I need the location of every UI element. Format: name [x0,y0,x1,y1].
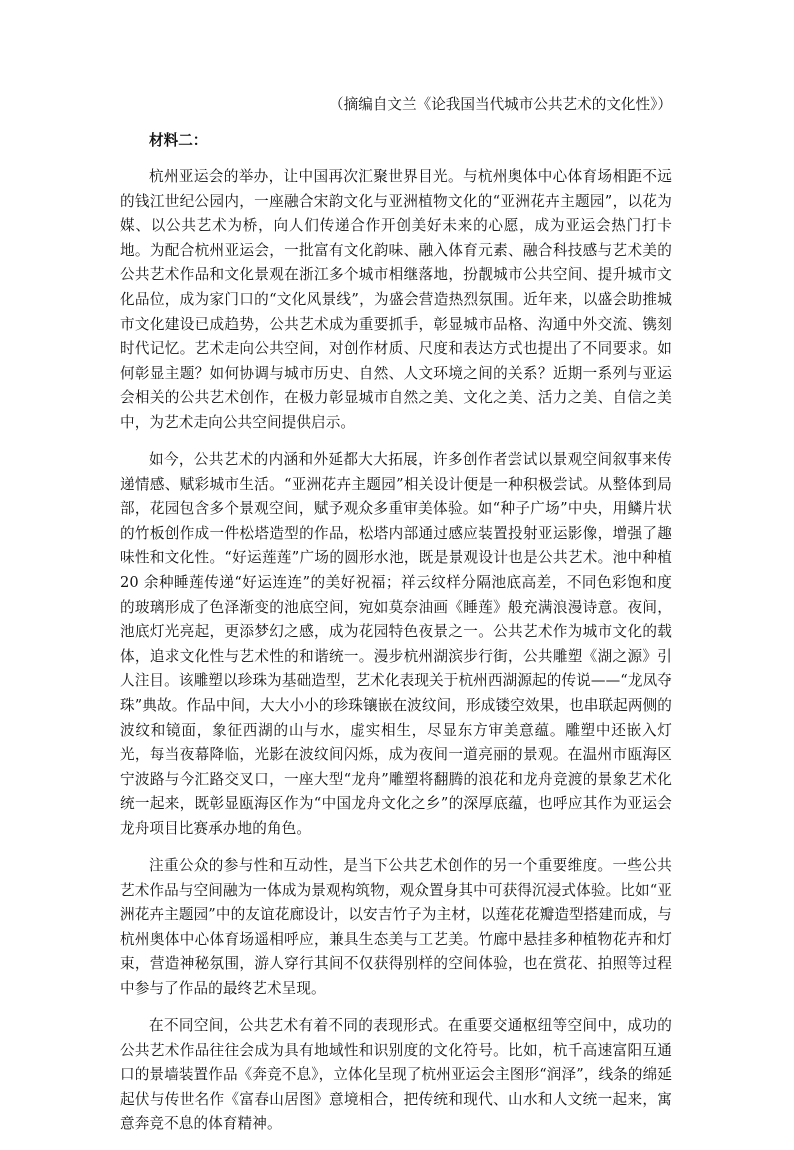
paragraph-4: 在不同空间，公共艺术有着不同的表现形式。在重要交通枢纽等空间中，成功的公共艺术作品往往会成为具有地域性和识别度的文化符号。比如，杭千高速富阳互通口的景墙装置作品《奔竞不息》，立体化呈现了杭州亚运会主图形“润泽”，线条的绵延起伏与传世名作《富春山居图》意境相合，把传统和现代、山水和人文统一起来，寓意奔竞不息的体育精神。 [120,1017,672,1133]
paragraph-1: 杭州亚运会的举办，让中国再次汇聚世界目光。与杭州奥体中心体育场相距不远的钱江世纪公园内，一座融合宋韵文化与亚洲植物文化的“亚洲花卉主题园”，以花为媒、以公共艺术为桥，向人们传递合作开创美好未来的心愿，成为亚运会热门打卡地。为配合杭州亚运会，一批富有文化韵味、融入体育元素、融合科技感与艺术美的公共艺术作品和文化景观在浙江多个城市相继落地，扮靓城市公共空间、提升城市文化品位，成为家门口的“文化风景线”，为盛会营造热烈氛围。近年来，以盛会助推城市文化建设已成趋势，公共艺术成为重要抓手，彰显城市品格、沟通中外交流、镌刻时代记忆。艺术走向公共空间，对创作材质、尺度和表达方式也提出了不同要求。如何彰显主题？如何协调与城市历史、自然、人文环境之间的关系？近期一系列与亚运会相关的公共艺术创作，在极力彰显城市自然之美、文化之美、活力之美、自信之美中，为艺术走向公共空间提供启示。 [120,168,672,431]
paragraph-2: 如今，公共艺术的内涵和外延都大大拓展，许多创作者尝试以景观空间叙事来传递情感、赋彩城市生活。“亚洲花卉主题园”相关设计便是一种积极尝试。从整体到局部，花园包含多个景观空间，赋予观众多重审美体验。如“种子广场”中央，用鳞片状的竹板创作成一件松塔造型的作品，松塔内部通过感应装置投射亚运影像，增强了趣味性和文化性。“好运莲莲”广场的圆形水池，既是景观设计也是公共艺术。池中种植 20 余种睡莲传递“好运连连”的美好祝福；祥云纹样分隔池底高差，不同色彩饱和度的玻璃形成了色泽渐变的池底空间，宛如莫奈油画《睡莲》般充满浪漫诗意。夜间，池底灯光亮起，更添梦幻之感，成为花园特色夜景之一。公共艺术作为城市文化的载体，追求文化性与艺术性的和谐统一。漫步杭州湖滨步行街，公共雕塑《湖之源》引人注目。该雕塑以珍珠为基础造型，艺术化表现关于杭州西湖源起的传说——“龙凤夺珠”典故。作品中间，大大小小的珍珠镶嵌在波纹间，形成镂空效果，也串联起两侧的波纹和镜面，象征西湖的山与水，虚实相生，尽显东方审美意蕴。雕塑中还嵌入灯光，每当夜幕降临，光影在波纹间闪烁，成为夜间一道亮丽的景观。在温州市瓯海区宁波路与今汇路交叉口，一座大型“龙舟”雕塑将翻腾的浪花和龙舟竞渡的景象艺术化统一起来，既彰显瓯海区作为“中国龙舟文化之乡”的深厚底蕴，也呼应其作为亚运会龙舟项目比赛承办地的角色。 [120,451,672,837]
source-citation: （摘编自文兰《论我国当代城市公共艺术的文化性》） [329,96,672,113]
section-title: 材料二： [149,132,208,149]
paragraph-3: 注重公众的参与性和互动性，是当下公共艺术创作的另一个重要维度。一些公共艺术作品与空间融为一体成为景观构筑物，观众置身其中可获得沉浸式体验。比如“亚洲花卉主题园”中的友谊花廊设计，以安吉竹子为主材，以莲花花瓣造型搭建而成，与杭州奥体中心体育场遥相呼应，兼具生态美与工艺美。竹廊中悬挂多种植物花卉和灯束，营造神秘氛围，游人穿行其间不仅获得别样的空间体验，也在赏花、拍照等过程中参与了作品的最终艺术呈现。 [120,857,672,997]
document-page [120,93,672,1150]
